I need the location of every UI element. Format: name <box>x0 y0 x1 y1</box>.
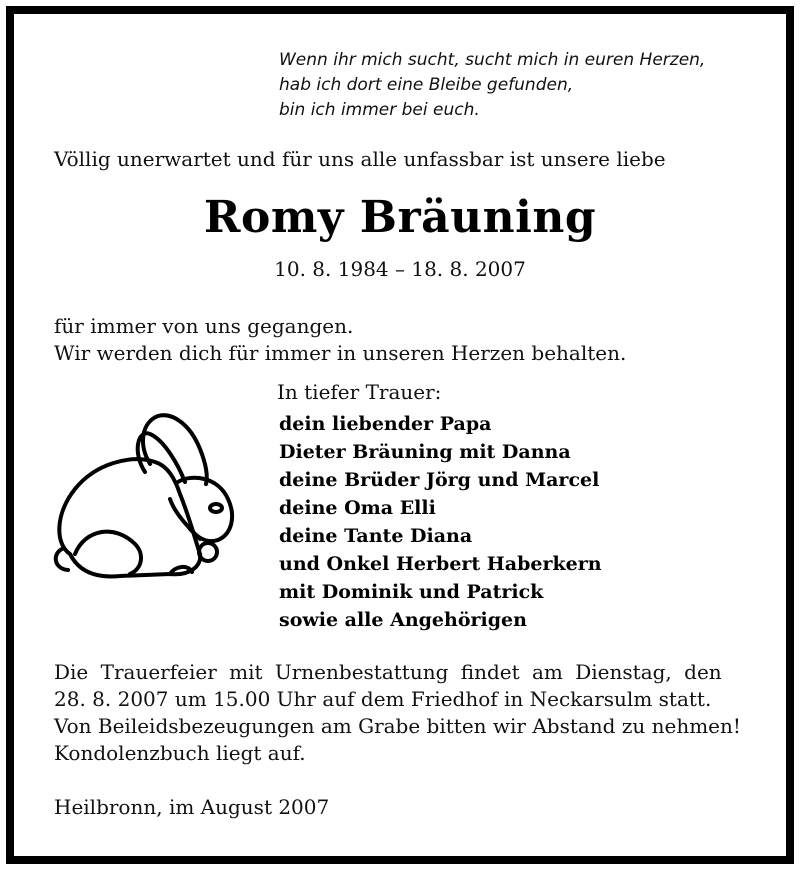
poem-line: Wenn ihr mich sucht, sucht mich in euren Herzen, <box>279 50 706 70</box>
obituary-frame <box>6 6 794 864</box>
deceased-name: Romy Bräuning <box>203 192 597 243</box>
poem <box>279 48 779 123</box>
mourner-item: deine Oma Elli <box>279 497 436 519</box>
funeral-line: Die Trauerfeier mit Urnenbestattung findet am Dienstag, den <box>54 660 722 684</box>
intro-text: Völlig unerwartet und für uns alle unfassbar ist unsere liebe <box>54 147 666 171</box>
mourner-item: deine Tante Diana <box>279 525 473 547</box>
funeral-line: 28. 8. 2007 um 15.00 Uhr auf dem Friedhof in Neckarsulm statt. <box>54 687 712 711</box>
funeral-line: Von Beileidsbezeugungen am Grabe bitten wir Abstand zu nehmen! <box>54 714 741 738</box>
mourners-list <box>279 410 602 634</box>
mourner-item: und Onkel Herbert Haberkern <box>279 553 602 575</box>
funeral-info <box>54 659 756 767</box>
mourner-item: dein liebender Papa <box>279 413 492 435</box>
life-dates: 10. 8. 1984 – 18. 8. 2007 <box>274 257 526 281</box>
farewell-line: Wir werden dich für immer in unseren Herzen behalten. <box>54 341 627 365</box>
place-date: Heilbronn, im August 2007 <box>54 795 330 819</box>
poem-line: hab ich dort eine Bleibe gefunden, <box>279 75 574 95</box>
funeral-line: Kondolenzbuch liegt auf. <box>54 741 306 765</box>
mourner-item: sowie alle Angehörigen <box>279 609 527 631</box>
mourner-item: deine Brüder Jörg und Marcel <box>279 469 600 491</box>
mourner-item: mit Dominik und Patrick <box>279 581 544 603</box>
farewell-line: für immer von uns gegangen. <box>54 314 354 338</box>
mourner-item: Dieter Bräuning mit Danna <box>279 441 571 463</box>
mourning-title: In tiefer Trauer: <box>277 380 442 404</box>
rabbit-icon <box>50 404 240 589</box>
poem-line: bin ich immer bei euch. <box>279 100 480 120</box>
farewell-text <box>54 313 626 367</box>
